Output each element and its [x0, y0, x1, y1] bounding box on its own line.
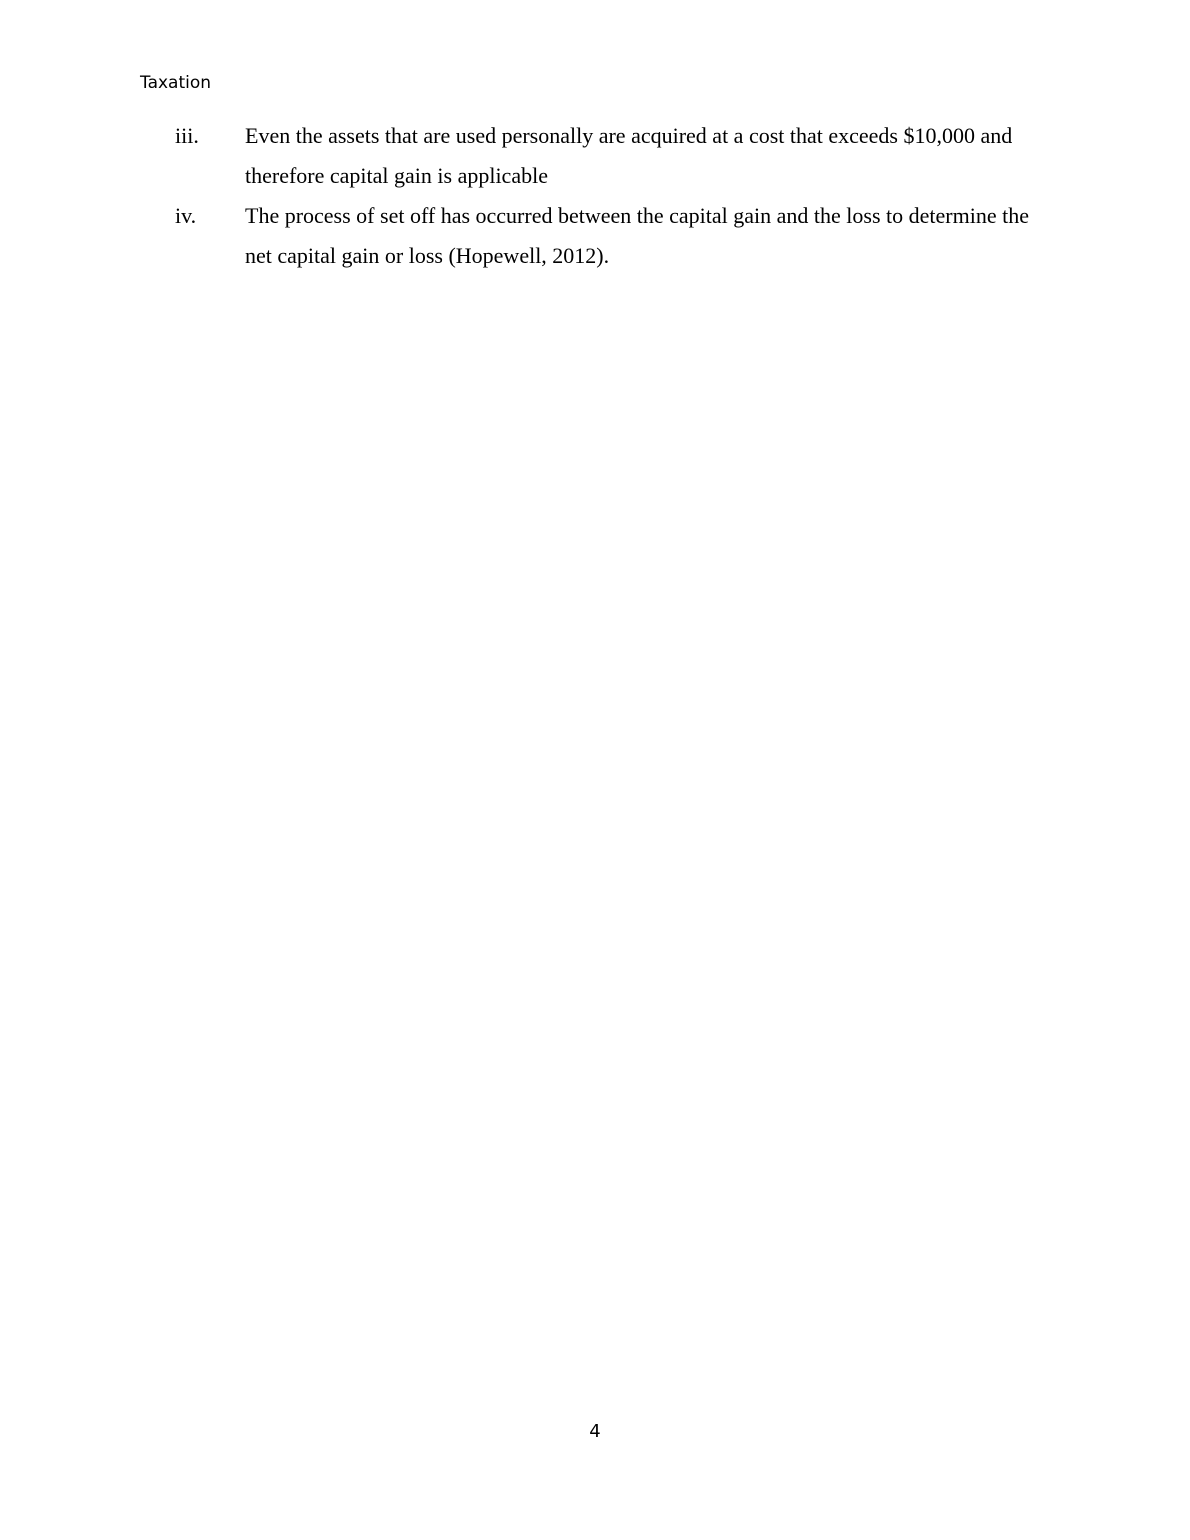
roman-numeral-list [0, 116, 1190, 276]
list-marker: iv. [175, 203, 197, 228]
running-header: Taxation [140, 73, 212, 93]
list-item [0, 196, 1055, 276]
page-number: 4 [589, 1421, 601, 1442]
list-marker: iii. [175, 123, 199, 148]
list-item [0, 116, 1055, 196]
list-item-text: The process of set off has occurred between the capital gain and the loss to determine the net capital gain or loss (Hopewell, 2012). [245, 203, 1029, 268]
list-item-text: Even the assets that are used personally are acquired at a cost that exceeds $10,000 and therefore capital gain is applicable [245, 123, 1013, 188]
